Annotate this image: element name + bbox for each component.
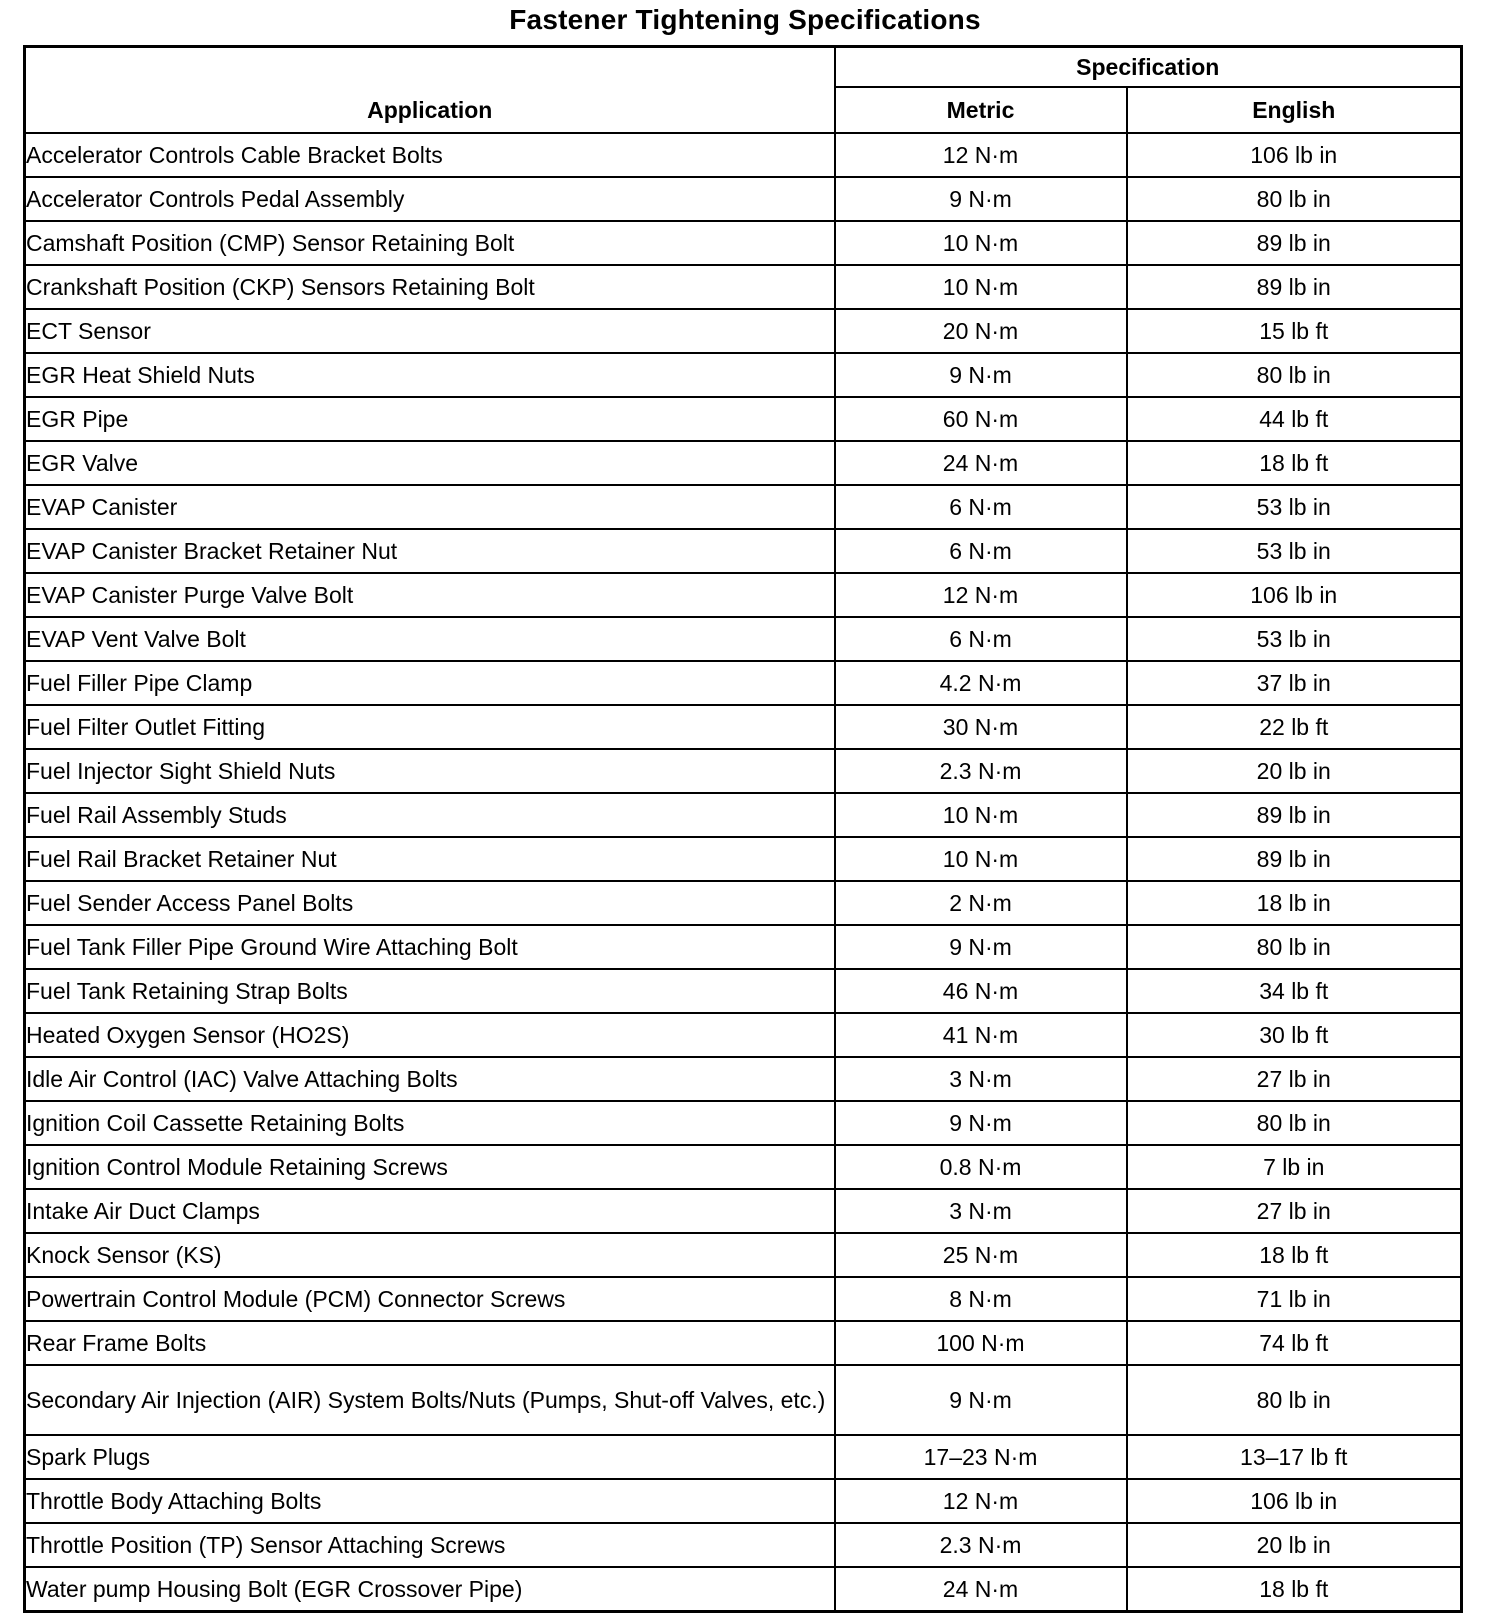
application-cell: Fuel Filter Outlet Fitting [25,705,835,749]
table-row [25,1057,1462,1101]
english-cell: 53 lb in [1127,529,1462,573]
table-row [25,1101,1462,1145]
table-row [25,661,1462,705]
table-row [25,793,1462,837]
application-cell: Crankshaft Position (CKP) Sensors Retaining Bolt [25,265,835,309]
table-row [25,133,1462,177]
table-row [25,221,1462,265]
english-cell: 106 lb in [1127,1479,1462,1523]
metric-cell: 9 N·m [835,1365,1127,1435]
english-cell: 13–17 lb ft [1127,1435,1462,1479]
english-cell: 20 lb in [1127,749,1462,793]
english-cell: 106 lb in [1127,573,1462,617]
english-cell: 89 lb in [1127,793,1462,837]
application-cell: Rear Frame Bolts [25,1321,835,1365]
metric-cell: 3 N·m [835,1057,1127,1101]
metric-cell: 2.3 N·m [835,1523,1127,1567]
metric-cell: 3 N·m [835,1189,1127,1233]
metric-cell: 30 N·m [835,705,1127,749]
application-cell: Fuel Injector Sight Shield Nuts [25,749,835,793]
table-row [25,177,1462,221]
table-row [25,573,1462,617]
metric-cell: 12 N·m [835,133,1127,177]
metric-cell: 46 N·m [835,969,1127,1013]
table-row [25,705,1462,749]
table-row [25,441,1462,485]
english-cell: 18 lb in [1127,881,1462,925]
metric-cell: 17–23 N·m [835,1435,1127,1479]
application-cell: Knock Sensor (KS) [25,1233,835,1277]
metric-cell: 9 N·m [835,177,1127,221]
application-cell: EVAP Canister [25,485,835,529]
english-cell: 74 lb ft [1127,1321,1462,1365]
metric-cell: 6 N·m [835,529,1127,573]
metric-cell: 6 N·m [835,617,1127,661]
english-cell: 53 lb in [1127,485,1462,529]
metric-cell: 9 N·m [835,353,1127,397]
english-cell: 37 lb in [1127,661,1462,705]
table-row [25,353,1462,397]
application-cell: Heated Oxygen Sensor (HO2S) [25,1013,835,1057]
metric-cell: 12 N·m [835,1479,1127,1523]
application-cell: EVAP Canister Purge Valve Bolt [25,573,835,617]
english-cell: 44 lb ft [1127,397,1462,441]
metric-cell: 9 N·m [835,925,1127,969]
header-application: Application [25,47,835,134]
table-row [25,265,1462,309]
spec-table [23,45,1463,1613]
english-cell: 7 lb in [1127,1145,1462,1189]
english-cell: 80 lb in [1127,177,1462,221]
table-row [25,881,1462,925]
english-cell: 18 lb ft [1127,1233,1462,1277]
application-cell: EGR Heat Shield Nuts [25,353,835,397]
table-row [25,1277,1462,1321]
application-cell: Fuel Tank Retaining Strap Bolts [25,969,835,1013]
english-cell: 106 lb in [1127,133,1462,177]
metric-cell: 10 N·m [835,265,1127,309]
metric-cell: 4.2 N·m [835,661,1127,705]
application-cell: Spark Plugs [25,1435,835,1479]
application-cell: Fuel Sender Access Panel Bolts [25,881,835,925]
metric-cell: 25 N·m [835,1233,1127,1277]
english-cell: 71 lb in [1127,1277,1462,1321]
table-row [25,529,1462,573]
application-cell: Idle Air Control (IAC) Valve Attaching Bolts [25,1057,835,1101]
table-row [25,1145,1462,1189]
table-row [25,837,1462,881]
english-cell: 80 lb in [1127,1101,1462,1145]
application-cell: EGR Valve [25,441,835,485]
application-cell: Throttle Position (TP) Sensor Attaching Screws [25,1523,835,1567]
application-cell: Accelerator Controls Cable Bracket Bolts [25,133,835,177]
application-cell: EGR Pipe [25,397,835,441]
application-cell: Fuel Rail Assembly Studs [25,793,835,837]
application-cell: Camshaft Position (CMP) Sensor Retaining Bolt [25,221,835,265]
application-cell: Throttle Body Attaching Bolts [25,1479,835,1523]
metric-cell: 41 N·m [835,1013,1127,1057]
header-metric: Metric [835,87,1127,133]
table-row [25,309,1462,353]
english-cell: 30 lb ft [1127,1013,1462,1057]
table-row [25,1013,1462,1057]
application-cell: Ignition Coil Cassette Retaining Bolts [25,1101,835,1145]
table-row [25,397,1462,441]
header-specification: Specification [835,47,1462,88]
application-cell: Fuel Filler Pipe Clamp [25,661,835,705]
english-cell: 27 lb in [1127,1057,1462,1101]
english-cell: 80 lb in [1127,1365,1462,1435]
english-cell: 89 lb in [1127,221,1462,265]
spec-body [25,133,1462,1612]
table-row [25,969,1462,1013]
metric-cell: 2 N·m [835,881,1127,925]
english-cell: 89 lb in [1127,837,1462,881]
english-cell: 89 lb in [1127,265,1462,309]
table-row [25,1479,1462,1523]
english-cell: 53 lb in [1127,617,1462,661]
application-cell: Powertrain Control Module (PCM) Connector Screws [25,1277,835,1321]
metric-cell: 8 N·m [835,1277,1127,1321]
metric-cell: 24 N·m [835,441,1127,485]
english-cell: 22 lb ft [1127,705,1462,749]
english-cell: 27 lb in [1127,1189,1462,1233]
application-cell: Fuel Rail Bracket Retainer Nut [25,837,835,881]
metric-cell: 6 N·m [835,485,1127,529]
table-row [25,1523,1462,1567]
header-english: English [1127,87,1462,133]
application-cell: EVAP Canister Bracket Retainer Nut [25,529,835,573]
english-cell: 15 lb ft [1127,309,1462,353]
table-row [25,749,1462,793]
metric-cell: 12 N·m [835,573,1127,617]
application-cell: Secondary Air Injection (AIR) System Bolts/Nuts (Pumps, Shut-off Valves, etc.) [25,1365,835,1435]
metric-cell: 10 N·m [835,221,1127,265]
application-cell: ECT Sensor [25,309,835,353]
english-cell: 18 lb ft [1127,441,1462,485]
metric-cell: 2.3 N·m [835,749,1127,793]
application-cell: Fuel Tank Filler Pipe Ground Wire Attaching Bolt [25,925,835,969]
application-cell: Intake Air Duct Clamps [25,1189,835,1233]
table-row [25,925,1462,969]
english-cell: 18 lb ft [1127,1567,1462,1612]
metric-cell: 20 N·m [835,309,1127,353]
table-row [25,1435,1462,1479]
application-cell: Water pump Housing Bolt (EGR Crossover Pipe) [25,1567,835,1612]
table-row [25,1189,1462,1233]
table-row [25,1321,1462,1365]
english-cell: 34 lb ft [1127,969,1462,1013]
metric-cell: 24 N·m [835,1567,1127,1612]
english-cell: 80 lb in [1127,353,1462,397]
metric-cell: 10 N·m [835,837,1127,881]
table-row [25,1233,1462,1277]
table-row [25,617,1462,661]
application-cell: EVAP Vent Valve Bolt [25,617,835,661]
english-cell: 20 lb in [1127,1523,1462,1567]
metric-cell: 60 N·m [835,397,1127,441]
application-cell: Accelerator Controls Pedal Assembly [25,177,835,221]
table-row [25,1365,1462,1435]
table-row [25,1567,1462,1612]
page-title: Fastener Tightening Specifications [509,4,981,35]
metric-cell: 10 N·m [835,793,1127,837]
english-cell: 80 lb in [1127,925,1462,969]
table-row [25,485,1462,529]
metric-cell: 100 N·m [835,1321,1127,1365]
metric-cell: 0.8 N·m [835,1145,1127,1189]
application-cell: Ignition Control Module Retaining Screws [25,1145,835,1189]
metric-cell: 9 N·m [835,1101,1127,1145]
